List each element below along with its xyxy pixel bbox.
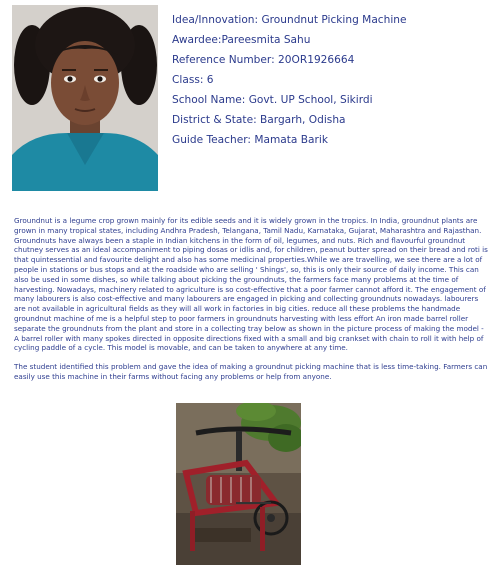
district-state: District & State: Bargarh, Odisha (172, 114, 346, 126)
guide-teacher: Guide Teacher: Mamata Barik (172, 134, 328, 146)
class-label: Class: 6 (172, 74, 214, 86)
groundnut-machine-image (176, 403, 301, 565)
machine-photo (176, 403, 301, 565)
description-paragraph-2: The student identified this problem and gave the idea of making a groundnut picking machine that is less time-taking. Farmers can easily use this machine in their farms without facing any problems or help from anyone. (14, 362, 488, 381)
awardee-name: Awardee:Pareesmita Sahu (172, 34, 311, 46)
idea-title: Idea/Innovation: Groundnut Picking Machine (172, 14, 407, 26)
awardee-portrait-image (12, 5, 158, 191)
awardee-photo (12, 5, 158, 191)
reference-number: Reference Number: 20OR1926664 (172, 54, 355, 66)
description-paragraph-1: Groundnut is a legume crop grown mainly for its edible seeds and it is widely grown in the tropics. In India, groundnut plants are grown in many tropical states, including Andhra Pradesh, Telangana, Tamil Nadu, Karnataka, Gujarat, Maharashtra and Rajasthan. Groundnuts have always been a staple in Indian kitchens in the form of oil, legumes, and nuts. Rich and flavourful groundnut chutney serves as an ideal accompaniment to piping dosas or idlis and, for children, peanut butter spread on their bread and roti is that quintessential and favourite delight and also has some medicinal properties.While we are travelling, we see there are a lot of people in stations or bus stops and at the roadside who are selling ' Shings', so, this is only their source of daily income. This can also be used in some dishes, so while talking about picking the groundnuts, the farmers face many problems at the time of harvesting. Nowadays, machinery related to agriculture is so cost-effective that a poor farmer cannot afford it. The engagement of many labourers is also cost-effective and many labourers are engaged in picking and collecting groundnuts nowadays. labourers are not available in agricultural fields as they will all work in factories in big cities. reduce all these problems the handmade groundnut machine of me is a helpful step to poor farmers in groundnuts harvesting with less effort An iron made barrel roller separate the groundnuts from the plant and store in a collecting tray below as shown in the picture process of making the model - A barrel roller with many spokes directed in opposite directions fixed with a small and big crankset with chain to roll it with help of cycling paddle of a cycle. This model is movable, and can be taken to anywhere at any time. (14, 216, 488, 353)
description (14, 216, 488, 391)
award-details (172, 10, 492, 150)
school-name: School Name: Govt. UP School, Sikirdi (172, 94, 373, 106)
